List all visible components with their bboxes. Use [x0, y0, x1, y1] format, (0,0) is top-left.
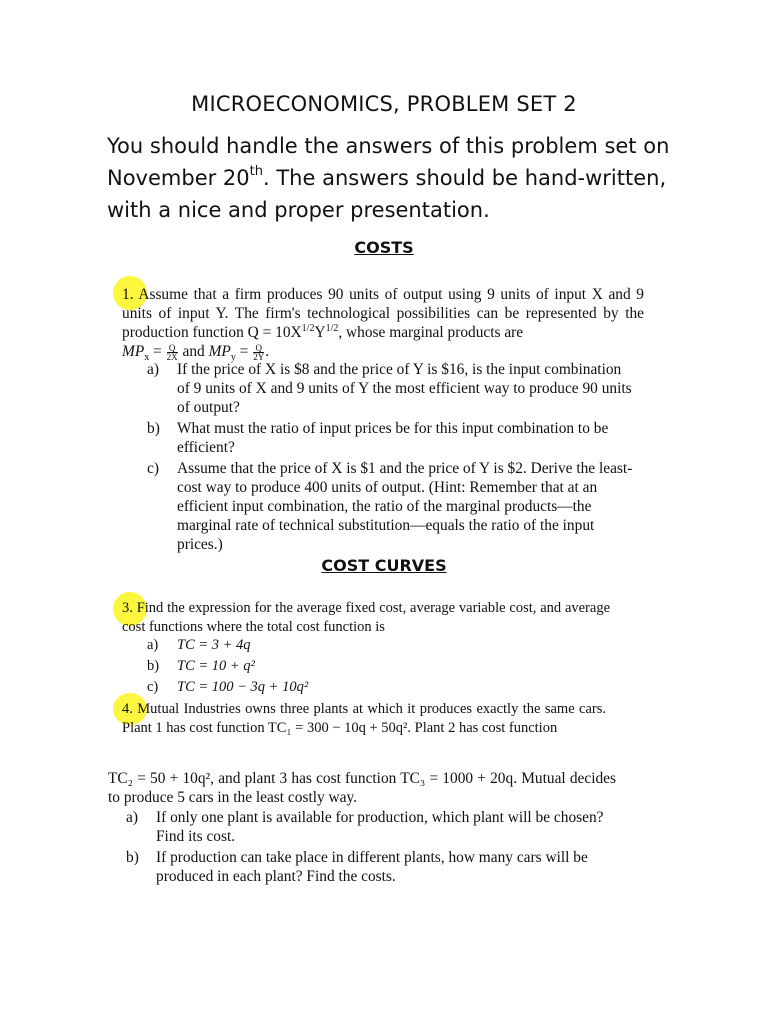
problem-1-items — [147, 360, 637, 556]
mpy-denominator: 2Y — [253, 351, 265, 362]
item-label: b) — [147, 658, 160, 674]
section-heading-costs: COSTS — [354, 238, 414, 257]
intro-paragraph — [107, 130, 707, 226]
problem-3 — [122, 599, 610, 637]
mpx-denominator: 2X — [166, 351, 178, 362]
exponent-y: 1/2 — [325, 322, 339, 334]
list-item — [147, 636, 547, 655]
list-item — [147, 360, 637, 417]
item-label: c) — [147, 679, 159, 695]
item-label: a) — [147, 361, 159, 378]
problem-4-continued — [108, 769, 616, 807]
and-text: and — [182, 343, 205, 360]
item-label: b) — [147, 420, 160, 437]
mpx-fraction — [167, 344, 178, 361]
problem-3-items — [147, 636, 547, 699]
mpx-label: MP — [122, 343, 145, 360]
item-text: Assume that the price of X is $1 and the price of Y is $2. Derive the least-cost way to produce 400 units of output. (Hint: Remember that at an efficient input combination, the ratio of the marginal products—the marginal rate of technical substitution—equals the ratio of the input prices.) — [177, 460, 633, 553]
problem-4-text-1: Mutual Industries owns three plants at which it produces exactly the same cars. Plant 1 has cost function TC₁ = 300 − 10q + 50q². Plant 2 has cost function — [122, 701, 606, 736]
exponent-x: 1/2 — [301, 322, 315, 334]
item-text: TC = 10 + q² — [177, 658, 255, 674]
problem-1-text: Assume that a firm produces 90 units of output using 9 units of input X and 9 units of input Y. The firm's technological possibilities can be represented by the production function Q = 10X — [122, 286, 644, 341]
mpy-label: MP — [208, 343, 231, 360]
list-item — [147, 419, 637, 457]
problem-4-items — [126, 808, 620, 888]
item-text: If only one plant is available for production, which plant will be chosen? Find its cost. — [156, 809, 604, 845]
item-text: What must the ratio of input prices be for this input combination to be efficient? — [177, 420, 609, 456]
problem-4-number: 4. — [122, 701, 133, 717]
problem-1-text-end: , whose marginal products are — [338, 324, 524, 341]
mpy-numerator: Q — [253, 344, 264, 353]
item-label: a) — [126, 809, 138, 826]
list-item — [147, 459, 637, 554]
mpy-sub: y — [230, 352, 236, 364]
list-item — [126, 848, 620, 886]
mpy-fraction — [253, 344, 264, 361]
intro-superscript: th — [249, 164, 263, 179]
item-label: a) — [147, 637, 159, 653]
list-item — [126, 808, 620, 846]
intro-text-1: You should handle the answers of this problem set on November 20 — [107, 134, 670, 190]
item-text: If production can take place in different plants, how many cars will be produced in each plant? Find the costs. — [156, 849, 588, 885]
page-title: MICROECONOMICS, PROBLEM SET 2 — [191, 92, 577, 116]
list-item — [147, 678, 547, 697]
mpx-sub: x — [144, 352, 150, 364]
problem-3-number: 3. — [122, 600, 133, 616]
intro-text-2: . The answers should be hand-written, with a nice and proper presentation. — [107, 166, 667, 222]
section-heading-cost-curves: COST CURVES — [321, 556, 447, 575]
mpx-numerator: Q — [167, 344, 178, 353]
problem-3-text: Find the expression for the average fixed cost, average variable cost, and average cost functions where the total cost function is — [122, 600, 611, 635]
function-y: Y — [314, 324, 326, 341]
item-label: b) — [126, 849, 139, 866]
item-label: c) — [147, 460, 159, 477]
item-text: TC = 3 + 4q — [177, 637, 251, 653]
problem-1-number: 1. — [122, 286, 134, 303]
list-item — [147, 657, 547, 676]
problem-4-text-2: TC₂ = 50 + 10q², and plant 3 has cost function TC₃ = 1000 + 20q. Mutual decides to produce 5 cars in the least costly way. — [108, 770, 616, 806]
item-text: If the price of X is $8 and the price of Y is $16, is the input combination of 9 units of X and 9 units of Y the most efficient way to produce 90 units of output? — [177, 361, 632, 416]
problem-1: 1. Assume that a firm produces 90 units of output using 9 units of input X and 9 units of input Y. The firm's technological possibilities can be represented by the production function $Q = 10X^{1/2}Y^{1/2}$, whose marginal products are $MP_x$ = $\frac{Q}{2X}$ and $MP_y$ = $\frac{Q}{2Y}$ . — [122, 286, 644, 364]
problem-4 — [122, 700, 606, 738]
item-text: TC = 100 − 3q + 10q² — [177, 679, 309, 695]
